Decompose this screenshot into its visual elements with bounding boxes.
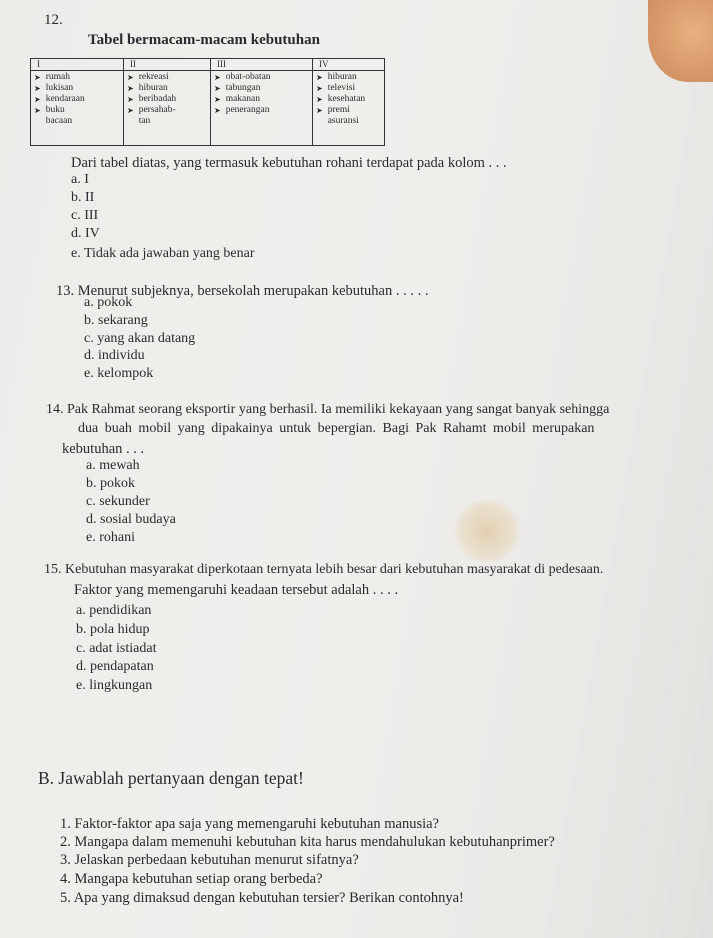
arrow-icon: ➤ [34, 73, 41, 82]
q12-option-a: a. I [71, 172, 89, 187]
arrow-icon: ➤ [316, 106, 323, 115]
q12-number: 12. [44, 12, 63, 28]
arrow-icon: ➤ [214, 106, 221, 115]
needs-table [30, 58, 385, 146]
table-item: ➤ premi [316, 105, 350, 115]
table-item: ➤ kesehatan [316, 94, 366, 104]
table-col-2 [124, 71, 211, 146]
q15-option-d: d. pendapatan [76, 659, 154, 674]
q15-option-a: a. pendidikan [76, 603, 152, 618]
q15-option-b: b. pola hidup [76, 622, 150, 637]
col-header-4: IV [313, 59, 385, 71]
table-item: asuransi [327, 116, 359, 126]
section-b-heading: B. Jawablah pertanyaan dengan tepat! [38, 768, 304, 788]
essay-question-1: 1. Faktor-faktor apa saja yang memengaruhi kebutuhan manusia? [60, 816, 439, 832]
q12-option-e: e. Tidak ada jawaban yang benar [71, 246, 255, 261]
table-item: ➤ hiburan [127, 83, 168, 93]
q14-text-line-1: 14. Pak Rahmat seorang eksportir yang berhasil. Ia memiliki kekayaan yang sangat banyak sehingga [46, 402, 610, 417]
q15-option-c: c. adat istiadat [76, 641, 157, 656]
essay-question-4: 4. Mangapa kebutuhan setiap orang berbeda? [60, 871, 323, 887]
table-item: ➤ tabungan [214, 83, 261, 93]
q14-option-b: b. pokok [86, 476, 135, 491]
table-item: ➤ rumah [34, 72, 70, 82]
q13-option-b: b. sekarang [84, 313, 148, 328]
table-item: ➤ penerangan [214, 105, 270, 115]
q14-option-a: a. mewah [86, 458, 140, 473]
table-item: ➤ buku [34, 105, 65, 115]
arrow-icon: ➤ [214, 73, 221, 82]
arrow-icon: ➤ [34, 95, 41, 104]
table-title: Tabel bermacam-macam kebutuhan [88, 32, 320, 48]
col-header-2: II [124, 59, 211, 71]
arrow-icon: ➤ [34, 84, 41, 93]
arrow-icon: ➤ [127, 84, 134, 93]
q13-option-d: d. individu [84, 348, 145, 363]
q14-option-c: c. sekunder [86, 494, 150, 509]
table-col-3 [211, 71, 313, 146]
table-col-4 [313, 71, 385, 146]
arrow-icon: ➤ [316, 95, 323, 104]
arrow-icon: ➤ [316, 84, 323, 93]
table-item: ➤ hiburan [316, 72, 357, 82]
q12-option-c: c. III [71, 208, 99, 223]
q13-option-c: c. yang akan datang [84, 331, 196, 346]
table-item: bacaan [45, 116, 73, 126]
q12-option-d: d. IV [71, 226, 100, 241]
table-item: ➤ obat-obatan [214, 72, 271, 82]
arrow-icon: ➤ [214, 84, 221, 93]
q15-option-e: e. lingkungan [76, 678, 153, 693]
q14-text-line-2: dua buah mobil yang dipakainya untuk bepergian. Bagi Pak Rahamt mobil merupakan [78, 421, 595, 436]
table-item: ➤ televisi [316, 83, 356, 93]
table-item: ➤ rekreasi [127, 72, 169, 82]
q14-option-d: d. sosial budaya [86, 512, 176, 527]
table-item: ➤ persahab- [127, 105, 176, 115]
q14-text-line-3: kebutuhan . . . [62, 441, 145, 457]
paper-stain [452, 500, 522, 562]
arrow-icon: ➤ [127, 106, 134, 115]
col-header-3: III [211, 59, 313, 71]
table-col-1 [31, 71, 124, 146]
table-item: ➤ makanan [214, 94, 260, 104]
q13-option-a: a. pokok [84, 295, 133, 310]
q13-option-e: e. kelompok [84, 366, 154, 381]
finger [648, 0, 713, 82]
q15-text-line-2: Faktor yang memengaruhi keadaan tersebut adalah . . . . [74, 582, 399, 598]
q14-option-e: e. rohani [86, 530, 135, 545]
arrow-icon: ➤ [127, 73, 134, 82]
essay-question-2: 2. Mangapa dalam memenuhi kebutuhan kita harus mendahulukan kebutuhanprimer? [60, 834, 555, 850]
q15-text-line-1: 15. Kebutuhan masyarakat diperkotaan ternyata lebih besar dari kebutuhan masyarakat di pedesaan. [44, 562, 604, 577]
table-item: ➤ beribadah [127, 94, 177, 104]
arrow-icon: ➤ [127, 95, 134, 104]
table-item: tan [138, 116, 151, 126]
col-header-1: I [31, 59, 124, 71]
arrow-icon: ➤ [214, 95, 221, 104]
arrow-icon: ➤ [316, 73, 323, 82]
q12-option-b: b. II [71, 190, 95, 205]
table-item: ➤ lukisan [34, 83, 74, 93]
q13-question: 13. Menurut subjeknya, bersekolah merupakan kebutuhan . . . . . [56, 283, 429, 299]
essay-question-3: 3. Jelaskan perbedaan kebutuhan menurut sifatnya? [60, 852, 359, 868]
essay-question-5: 5. Apa yang dimaksud dengan kebutuhan tersier? Berikan contohnya! [60, 890, 464, 906]
q12-question: Dari tabel diatas, yang termasuk kebutuhan rohani terdapat pada kolom . . . [71, 155, 507, 171]
table-item: ➤ kendaraan [34, 94, 85, 104]
arrow-icon: ➤ [34, 106, 41, 115]
